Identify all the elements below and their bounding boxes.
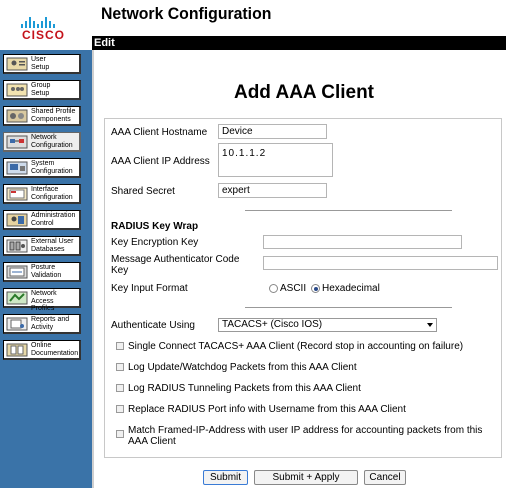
divider [245,307,452,308]
ip-address-textarea[interactable]: 10.1.1.2 [218,143,333,177]
key-encryption-label: Key Encryption Key [111,237,199,248]
hostname-input[interactable]: Device [218,124,327,139]
form-heading: Add AAA Client [233,82,375,103]
sidebar-item-label: System Configuration [31,160,73,175]
sidebar-item-label: Posture Validation [31,264,62,279]
reports-icon [6,317,28,331]
sidebar-item-label: Reports and Activity [31,316,70,331]
sidebar-item-label: User Setup [31,56,50,71]
sidebar-item-online-documentation[interactable] [3,340,81,360]
edit-label: Edit [94,37,115,49]
external-db-icon [6,239,28,253]
group-setup-icon [6,83,28,97]
sidebar [0,50,92,488]
sidebar-item-interface-configuration[interactable] [3,184,81,204]
cisco-wordmark: CISCO [22,28,66,42]
sidebar-item-shared-profile[interactable] [3,106,81,126]
page-title: Network Configuration [101,4,272,23]
log-radius-tunneling-label: Log RADIUS Tunneling Packets from this AAA Client [128,383,361,394]
sidebar-item-user-setup[interactable] [3,54,81,74]
cisco-logo [0,0,92,50]
shared-secret-input[interactable]: expert [218,183,327,198]
hexadecimal-label: Hexadecimal [322,283,380,294]
sidebar-item-label: Network Access Profiles [31,290,57,312]
online-doc-icon [6,343,28,357]
ip-label: AAA Client IP Address [111,156,210,167]
sidebar-item-label: Interface Configuration [31,186,73,201]
sidebar-item-network-configuration[interactable] [3,132,81,152]
log-update-label: Log Update/Watchdog Packets from this AAA Client [128,362,357,373]
divider [245,210,452,211]
admin-control-icon [6,213,28,227]
sidebar-item-label: External User Databases [31,238,74,253]
message-authenticator-label: Message Authenticator Code Key [111,254,240,276]
radius-key-wrap-heading: RADIUS Key Wrap [111,221,199,232]
authenticate-using-label: Authenticate Using [111,320,195,331]
cancel-button[interactable]: Cancel [364,470,406,485]
posture-icon [6,265,28,279]
log-radius-tunneling-checkbox[interactable] [116,384,124,392]
sidebar-item-network-access-profiles[interactable] [3,288,81,312]
sidebar-item-label: Administration Control [31,212,76,227]
replace-radius-port-checkbox[interactable] [116,405,124,413]
submit-apply-button[interactable]: Submit + Apply [254,470,358,485]
authenticate-using-select[interactable] [218,318,437,332]
sidebar-item-label: Network Configuration [31,134,73,149]
cisco-logo-icon [21,14,55,28]
key-input-format-label: Key Input Format [111,283,188,294]
message-authenticator-input[interactable] [263,256,498,270]
sidebar-item-label: Group Setup [31,82,51,97]
network-access-icon [6,291,28,305]
single-connect-label: Single Connect TACACS+ AAA Client (Record stop in accounting on failure) [128,341,464,352]
shared-profile-icon [6,109,28,123]
key-encryption-input[interactable] [263,235,462,249]
log-update-checkbox[interactable] [116,363,124,371]
sidebar-item-group-setup[interactable] [3,80,81,100]
ascii-label: ASCII [280,283,307,294]
edit-bar [92,36,506,50]
sidebar-item-label: Online Documentation [31,342,79,357]
chevron-down-icon [427,323,433,327]
authenticate-using-value: TACACS+ (Cisco IOS) [222,319,323,330]
sidebar-item-system-configuration[interactable] [3,158,81,178]
sidebar-item-reports-and-activity[interactable] [3,314,81,334]
match-framed-ip-checkbox[interactable] [116,430,124,438]
interface-config-icon [6,187,28,201]
single-connect-checkbox[interactable] [116,342,124,350]
system-config-icon [6,161,28,175]
shared-secret-label: Shared Secret [111,186,175,197]
sidebar-item-label: Shared Profile Components [31,108,76,123]
submit-button[interactable]: Submit [203,470,248,485]
match-framed-ip-label: Match Framed-IP-Address with user IP address for accounting packets from this AAA Client [128,425,483,447]
user-setup-icon [6,57,28,71]
sidebar-item-posture-validation[interactable] [3,262,81,282]
ascii-radio[interactable] [269,284,278,293]
hexadecimal-radio[interactable] [311,284,320,293]
hostname-label: AAA Client Hostname [111,127,208,138]
sidebar-item-administration-control[interactable] [3,210,81,230]
sidebar-item-external-user-databases[interactable] [3,236,81,256]
replace-radius-port-label: Replace RADIUS Port info with Username from this AAA Client [128,404,406,415]
network-config-icon [6,135,28,149]
